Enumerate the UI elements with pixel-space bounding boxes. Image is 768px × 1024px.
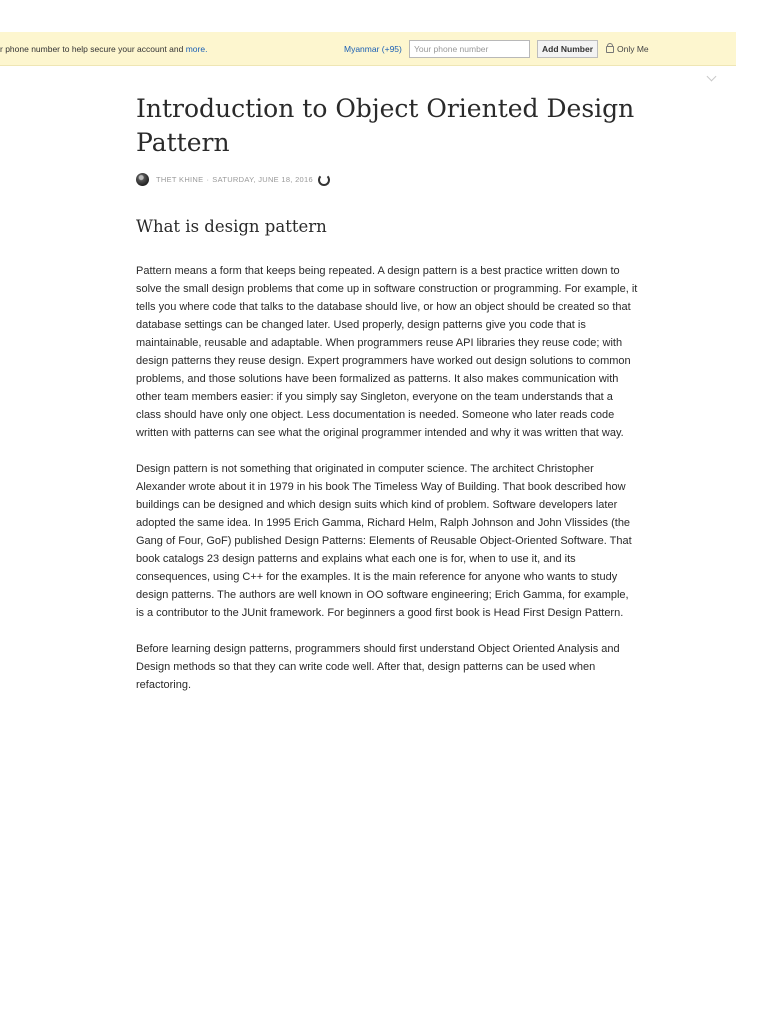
meta-separator: · [206,175,210,184]
banner-message [0,44,207,54]
section-heading: What is design pattern [136,217,327,236]
paragraph: Before learning design patterns, programmers should first understand Object Oriented Analysis and Design methods so that they can write code well. After that, design patterns can be used when refactoring. [136,643,620,691]
add-number-button[interactable]: Add Number [537,40,598,58]
post-title: Introduction to Object Oriented Design Pattern [136,94,635,157]
phone-number-banner [0,32,736,66]
post-body [136,262,638,712]
paragraph: Design pattern is not something that originated in computer science. The architect Christopher Alexander wrote about it in 1979 in his book The Timeless Way of Building. That book described how buildings can be designed and which design suits which kind of problem. Software developers later adopted the same idea. In 1995 Erich Gamma, Richard Helm, Ralph Johnson and John Vlissides (the Gang of Four, GoF) published Design Patterns: Elements of Reusable Object-Oriented Software. That book catalogs 23 design patterns and explains what each one is for, when to use it, and its consequences, using C++ for the examples. It is the main reference for anyone who wants to study design patterns. The authors are well known in OO software engineering; Erich Gamma, for example, is a contributor to the JUnit framework. For beginners a good first book is Head First Design Pattern. [136,463,632,619]
country-code-selector[interactable]: Myanmar (+95) [344,44,402,54]
privacy-label: Only Me [617,44,649,54]
author-name[interactable]: THET KHINE [156,175,204,184]
paragraph: Pattern means a form that keeps being repeated. A design pattern is a best practice written down to solve the small design problems that come up in software construction or programming. For example, it tells you where code that talks to the database should live, or how an object should be created so that database settings can be changed later. Used properly, design patterns give you code that is maintainable, reusable and adaptable. When programmers reuse API libraries they reuse code; with design patterns they reuse design. Expert programmers have worked out design solutions to common problems, and those solutions have been formalized as patterns. It also makes communication with other team members easier: if you simply say Singleton, everyone on the team understands that a class should have only one object. Less documentation is needed. Someone who later reads code written with patterns can see what the original programmer intended and why it was written that way. [136,265,638,439]
lock-icon [606,46,614,53]
post-meta [136,173,330,187]
banner-more-link[interactable]: more. [185,44,208,54]
banner-message-text: r phone number to help secure your account and [0,44,186,54]
chevron-down-icon[interactable] [707,72,717,82]
privacy-selector[interactable] [606,44,649,54]
post-date: SATURDAY, JUNE 18, 2016 [212,175,313,184]
phone-number-input[interactable] [409,40,530,58]
share-icon[interactable] [318,174,330,186]
author-avatar[interactable] [136,173,149,186]
